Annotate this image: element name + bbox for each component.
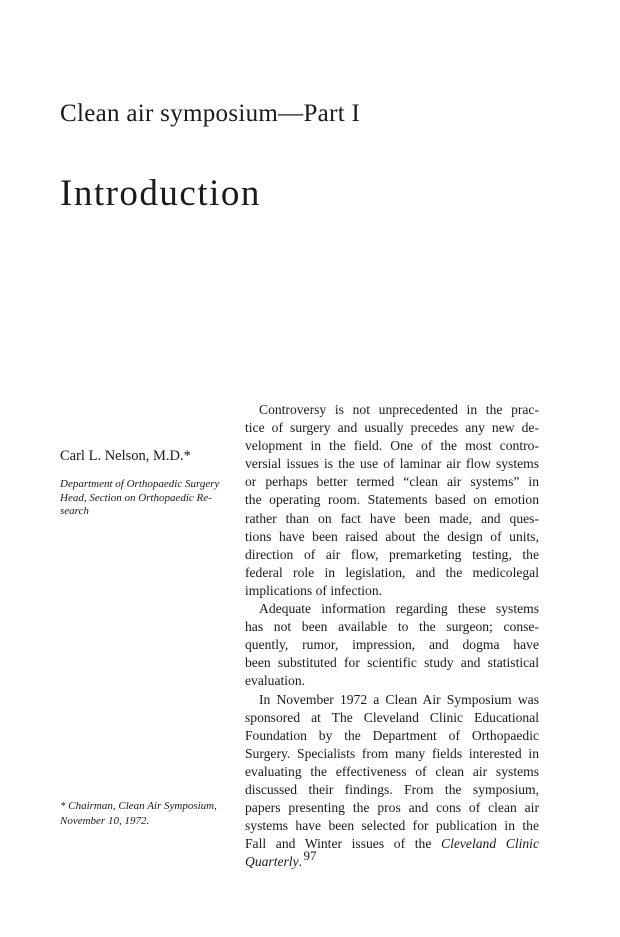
text-line: or perhaps better termed “clean air systems” in — [245, 474, 539, 490]
paragraph-3 — [245, 691, 539, 872]
affiliation-line: Head, Section on Orthopaedic Re- — [60, 491, 212, 504]
text-line: papers presenting the pros and cons of clean air — [245, 800, 539, 816]
paragraph-1 — [245, 401, 539, 600]
text-line: the operating room. Statements based on emotion — [245, 492, 539, 508]
text-line: sponsored at The Cleveland Clinic Educational — [245, 709, 539, 725]
article-title: Introduction — [60, 173, 261, 214]
text-line: direction of air flow, premarketing testing, the — [245, 546, 539, 562]
text-line: In November 1972 a Clean Air Symposium was — [259, 691, 539, 707]
text-line: rather than on fact have been made, and ques- — [245, 510, 539, 526]
text-run: . — [298, 854, 303, 870]
affiliation-line: search — [60, 505, 89, 517]
text-line: evaluating the effectiveness of clean air systems — [245, 763, 539, 779]
author-affiliation — [60, 478, 238, 519]
body-text — [245, 401, 539, 871]
text-line: velopment in the field. One of the most contro- — [245, 438, 539, 454]
text-line: tice of surgery and usually precedes any new de- — [245, 420, 539, 436]
series-title: Clean air symposium—Part I — [60, 100, 361, 127]
author-name: Carl L. Nelson, M.D.* — [60, 448, 191, 464]
text-line: tions have been raised about the design of units, — [245, 528, 539, 544]
text-line: evaluation. — [245, 673, 306, 689]
text-line: quently, rumor, impression, and dogma have — [245, 637, 539, 653]
journal-name: Quarterly — [245, 854, 299, 870]
text-line: has not been available to the surgeon; conse- — [245, 619, 539, 635]
footnote-line: * Chairman, Clean Air Symposium, — [60, 800, 217, 812]
text-line: Surgery. Specialists from many fields interested in — [245, 745, 539, 761]
text-run: Fall and Winter issues of the — [245, 836, 441, 852]
page-number: 97 — [303, 848, 317, 863]
text-line: discussed their findings. From the symposium, — [245, 781, 539, 797]
footnote-line: November 10, 1972. — [60, 815, 150, 827]
text-line: been substituted for scientific study and statistical — [245, 655, 539, 671]
journal-name: Cleveland Clinic — [441, 836, 539, 852]
text-line: Adequate information regarding these systems — [259, 601, 539, 617]
text-line: versial issues is the use of laminar air flow systems — [245, 456, 539, 472]
author-footnote — [60, 799, 238, 829]
text-line: implications of infection. — [245, 582, 383, 598]
paragraph-2 — [245, 600, 539, 690]
text-line: Controversy is not unprecedented in the prac- — [259, 402, 539, 417]
text-line: Foundation by the Department of Orthopaedic — [245, 727, 539, 743]
text-line: federal role in legislation, and the medicolegal — [245, 564, 539, 580]
affiliation-line: Department of Orthopaedic Surgery — [60, 478, 220, 490]
text-line: systems have been selected for publication in the — [245, 818, 539, 834]
